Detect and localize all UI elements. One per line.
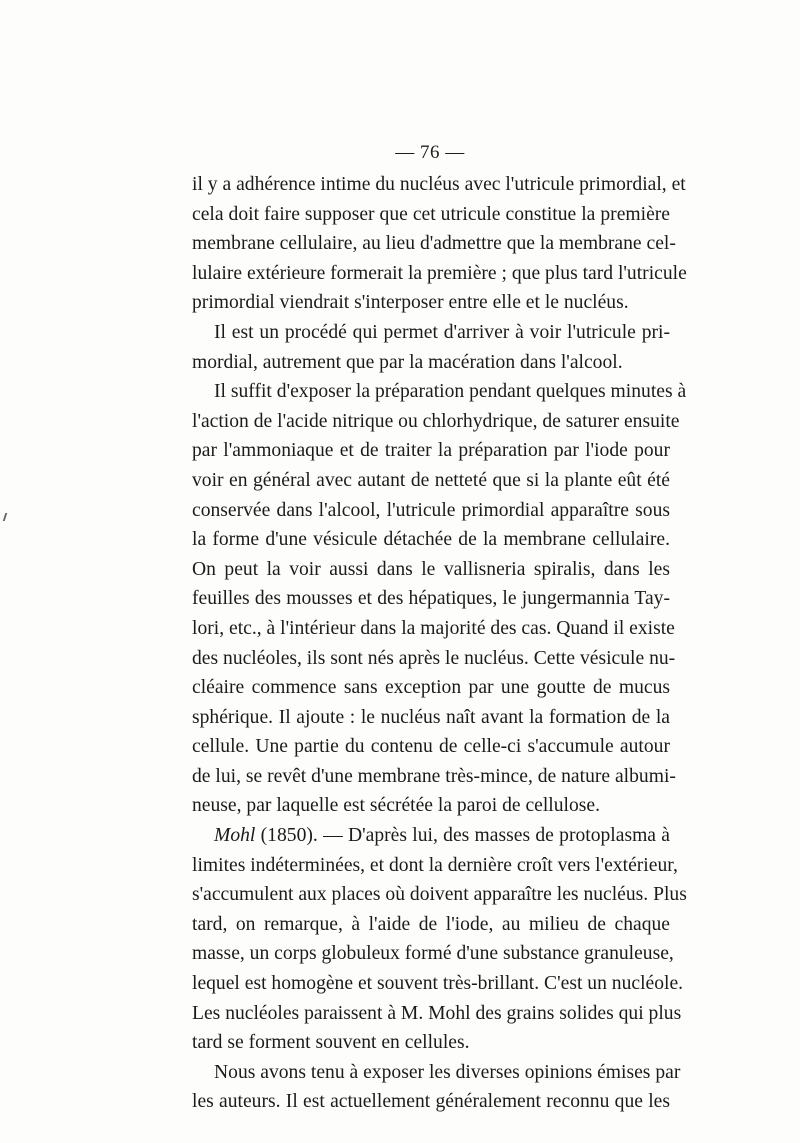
text-line: limites indéterminées, et dont la dernière croît vers l'extérieur, <box>192 854 678 876</box>
text-line: il y a adhérence intime du nucléus avec l'utricule primordial, et <box>192 174 686 195</box>
paragraph-2 <box>192 318 670 377</box>
text-line: Il suffit d'exposer la préparation pendant quelques minutes à <box>214 381 687 403</box>
margin-mark <box>3 513 13 521</box>
text-line: cela doit faire supposer que cet utricule constitue la première <box>192 203 670 225</box>
text-line: Les nucléoles paraissent à M. Mohl des grains solides qui plus <box>192 1002 682 1024</box>
text-line: feuilles des mousses et des hépatiques, le jungermannia Tay- <box>192 588 670 610</box>
text-line: neuse, par laquelle est sécrétée la paroi de cellulose. <box>192 795 601 817</box>
text-line-rest: (1850). — D'après lui, des masses de protoplasma à <box>260 825 670 847</box>
text-line: cellule. Une partie du contenu de celle-ci s'accumule autour <box>192 736 670 758</box>
text-line: de lui, se revêt d'une membrane très-mince, de nature albumi- <box>192 765 676 787</box>
paragraph-3 <box>192 377 687 821</box>
text-line: On peut la voir aussi dans le vallisneria spiralis, dans les <box>192 558 670 580</box>
text-line: par l'ammoniaque et de traiter la préparation par l'iode pour <box>192 440 670 462</box>
text-line: tard se forment souvent en cellules. <box>192 1032 470 1054</box>
text-line: Nous avons tenu à exposer les diverses opinions émises par <box>214 1061 681 1083</box>
text-line: Il est un procédé qui permet d'arriver à voir l'utricule pri- <box>214 321 670 343</box>
text-line: mordial, autrement que par la macération dans l'alcool. <box>192 351 623 373</box>
text-line: sphérique. Il ajoute : le nucléus naît avant la formation de la <box>192 706 670 728</box>
text-line: des nucléoles, ils sont nés après le nucléus. Cette vésicule nu- <box>192 647 676 669</box>
text-line: primordial viendrait s'interposer entre elle et le nucléus. <box>192 292 629 314</box>
text-line: lori, etc., à l'intérieur dans la majorité des cas. Quand il existe <box>192 617 675 639</box>
text-line: la forme d'une vésicule détachée de la membrane cellulaire. <box>192 529 670 551</box>
author-name: Mohl <box>214 825 256 847</box>
page-number: — 76 — <box>395 142 465 163</box>
text-line: s'accumulent aux places où doivent apparaître les nucléus. Plus <box>192 884 687 906</box>
text-line: membrane cellulaire, au lieu d'admettre que la membrane cel- <box>192 233 676 255</box>
text-line <box>192 821 670 851</box>
text-line: lequel est homogène et souvent très-brillant. C'est un nucléole. <box>192 973 684 995</box>
text-line: masse, un corps globuleux formé d'une substance granuleuse, <box>192 943 674 965</box>
body-text <box>192 170 687 1117</box>
text-line: lulaire extérieure formerait la première ; que plus tard l'utricule <box>192 262 687 284</box>
text-line: les auteurs. Il est actuellement généralement reconnu que les <box>192 1091 670 1113</box>
paragraph-5 <box>192 1058 681 1117</box>
paragraph-1 <box>192 170 687 318</box>
text-line: cléaire commence sans exception par une goutte de mucus <box>192 677 670 699</box>
text-line: conservée dans l'alcool, l'utricule primordial apparaître sous <box>192 499 670 521</box>
text-line: tard, on remarque, à l'aide de l'iode, au milieu de chaque <box>192 913 670 935</box>
text-line: voir en général avec autant de netteté que si la plante eût été <box>192 469 670 491</box>
text-line: l'action de l'acide nitrique ou chlorhydrique, de saturer ensuite <box>192 410 680 432</box>
paragraph-4 <box>192 821 687 1058</box>
